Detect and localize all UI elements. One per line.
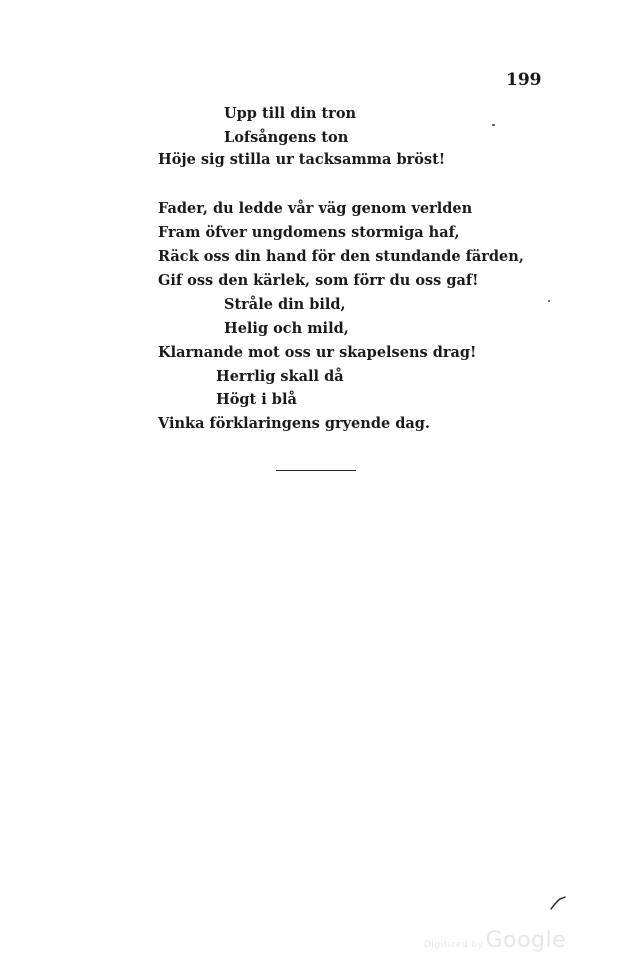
poem-line: Upp till din tron [224, 105, 357, 122]
poem-line: Klarnande mot oss ur skapelsens drag! [158, 344, 477, 361]
pen-mark-icon [550, 896, 566, 910]
section-divider [276, 470, 356, 471]
poem-line: Fader, du ledde vår väg genom verlden [158, 200, 473, 217]
watermark [424, 928, 566, 953]
poem-line: Fram öfver ungdomens stormiga haf, [158, 224, 460, 241]
poem-line: Stråle din bild, [224, 296, 346, 313]
watermark-brand: Google [485, 928, 567, 953]
poem-line: Helig och mild, [224, 320, 349, 337]
poem-line: Herrlig skall då [216, 368, 344, 385]
poem-line: Räck oss din hand för den stundande färden, [158, 248, 524, 265]
poem-line: Lofsångens ton [224, 129, 349, 146]
poem-line: Vinka förklaringens gryende dag. [158, 415, 430, 432]
poem-line: Högt i blå [216, 391, 297, 408]
watermark-prefix: Digitized by [424, 940, 484, 950]
poem-line: Gif oss den kärlek, som förr du oss gaf! [158, 272, 479, 289]
print-speck [548, 300, 550, 302]
page-number: 199 [506, 70, 542, 90]
poem-line: Höje sig stilla ur tacksamma bröst! [158, 151, 446, 168]
print-speck [492, 124, 495, 126]
